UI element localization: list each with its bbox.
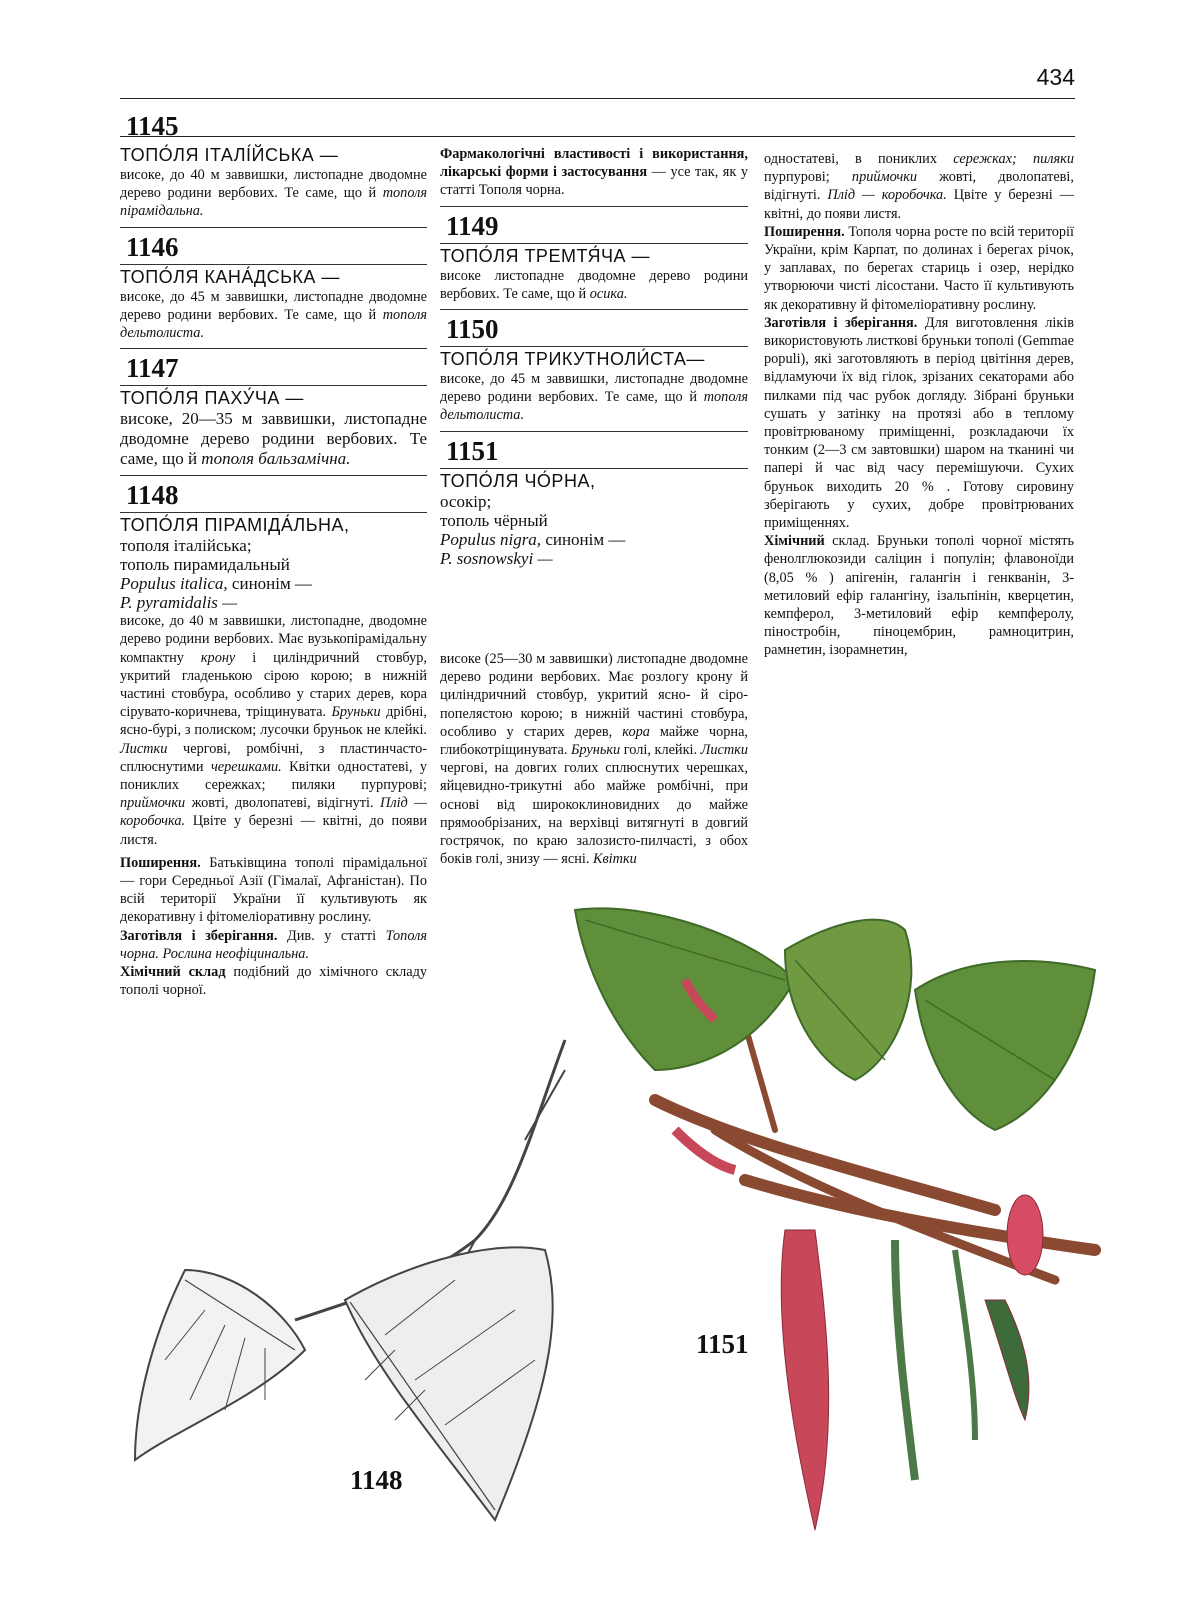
- russian-name: тополь чёрный: [440, 510, 548, 530]
- article-number: 1149: [446, 210, 499, 241]
- desc-run: сережках; пиляки: [953, 151, 1074, 167]
- article-title: ТОПО́ЛЯ ТРИКУТНОЛИ́СТА—: [440, 346, 748, 370]
- chemistry-section: Хімічний склад подібний до хімічного складу тополі чорної.: [120, 964, 427, 999]
- desc-run: Листки: [700, 742, 748, 759]
- description: [440, 650, 748, 868]
- harvest-section: Заготівля і зберігання. Для виготовлення ліків використовують листкові бруньки тополі (Gemmae populi), які заготовляють в період цвітіння дерев, відламуючи їх від гілок, зрізаних секаторами або пилками під час рубок догляду. Зібрані бруньки сушать у затінку на протязі або в теплому провітрюваному приміщенні, розкладаючи їх тонким (2—3 см завтовшки) шаром на тканині чи папері й час від часу перемішуючи. Сухих бруньок виходить 20 % . Готову сировину зберігають у сухих, добре провітрюваних приміщеннях.: [764, 314, 1075, 532]
- article-title: ТОПО́ЛЯ КАНА́ДСЬКА —: [120, 264, 427, 288]
- spread-section: Поширення. Батьківщина тополі пірамідальної — гори Середньої Азії (Гімалаї, Афганістан). По всій території України її культивують як декоративну і фітомеліоративну рослину.: [120, 854, 427, 926]
- spread-section: Поширення. Тополя чорна росте по всій території України, крім Карпат, по долинах і берегах річок, у заплавах, по берегах стариць і озер, нерідко утворюючи чисті лісостани. Часто її культивують як декоративну й фітомеліоративну рослину.: [764, 223, 1074, 313]
- desc-run: Плід — коробочка.: [827, 187, 947, 204]
- article-body: високе, 20—35 м заввишки, листопадне дводомне дерево родини вербових. Те саме, що й тополя бальзамічна.: [120, 409, 427, 469]
- article-1145: [120, 107, 427, 221]
- desc-run: Цвіте у березні — квітні, до появи листя.: [764, 187, 1074, 222]
- desc-run: черешками.: [210, 758, 282, 775]
- desc-run: і циліндричний стовбур, укритий гладенькою сірою корою; в нижній частині стовбура, особливо у старих дерев, кора сірувато-коричнева, тріщинувата.: [120, 649, 427, 721]
- description: [120, 612, 427, 849]
- article-number: 1146: [126, 231, 179, 262]
- article-title: ТОПО́ЛЯ ЧО́РНА,: [440, 468, 748, 492]
- desc-run: одностатеві, в пониклих: [764, 151, 954, 167]
- desc-run: приймочки: [120, 795, 186, 812]
- article-number: 1150: [446, 314, 499, 345]
- column-left: [120, 107, 427, 999]
- desc-run: чергові, ромбічні, з пластинчасто-сплюснутими: [120, 740, 427, 775]
- desc-run: жовті, дволопатеві, відігнуті.: [764, 169, 1074, 204]
- pharmacology-section: Фармакологічні властивості і використання, лікарські форми і застосування — усе так, як у статті Тополя чорна.: [440, 146, 748, 199]
- desc-run: Цвіте у березні — квітні, до появи листя.: [120, 813, 427, 848]
- top-rule: [120, 98, 1075, 99]
- desc-run: кора: [622, 723, 650, 740]
- desc-run: Квітки одностатеві, у пониклих сережках; пиляки пурпурові;: [120, 758, 427, 794]
- desc-run: Квітки: [592, 851, 637, 868]
- article-1150: [440, 309, 748, 425]
- latin-name: Populus nigra, синонім —: [440, 529, 626, 549]
- article-title: ТОПО́ЛЯ ПІРАМІДА́ЛЬНА,: [120, 512, 427, 536]
- latin-name: Populus italica, синонім —: [120, 574, 312, 594]
- illustration-label-1148: 1148: [350, 1465, 403, 1495]
- article-body: високе, до 40 м заввишки, листопадне дводомне дерево родини вербових. Те саме, що й тополя пірамідальна.: [120, 167, 427, 220]
- desc-run: чергові, на довгих голих сплюснутих черешках, яйцевидно-трикутні або майже ромбічні, при основі від ширококлиновидних до майже прямообрізаних, на верхівці витягнуті в довгий гострячок, по краю залозисто-пилчасті, з обох боків голі, знизу — ясні.: [440, 760, 748, 868]
- article-number: 1147: [126, 353, 179, 384]
- description-continued: [764, 150, 1074, 223]
- article-1147: [120, 348, 427, 469]
- article-title: ТОПО́ЛЯ ІТАЛІ́ЙСЬКА —: [120, 145, 339, 165]
- russian-name: тополь пирамидальный: [120, 555, 290, 575]
- desc-run: Бруньки: [571, 742, 621, 759]
- botanical-illustration: [95, 880, 1115, 1560]
- article-number: 1148: [126, 480, 179, 511]
- latin-synonym: P. sosnowskyi —: [440, 548, 553, 568]
- synonym: тополя італійська;: [120, 536, 252, 556]
- desc-run: майже чорна, глибокотріщинувата.: [440, 723, 748, 759]
- description-1151-part1: [440, 650, 748, 900]
- article-1149: [440, 206, 748, 303]
- article-1146: [120, 227, 427, 343]
- desc-run: жовті, дволопатеві, відігнуті.: [185, 795, 381, 812]
- desc-run: Листки: [120, 740, 168, 757]
- desc-run: Бруньки: [331, 704, 381, 721]
- article-1151: [440, 431, 748, 568]
- article-title: ТОПО́ЛЯ ТРЕМТЯ́ЧА —: [440, 243, 748, 267]
- article-number: 1151: [446, 435, 499, 466]
- article-body: високе листопадне дводомне дерево родини вербових. Те саме, що й осика.: [440, 267, 748, 302]
- article-body: високе, до 45 м заввишки, листопадне дводомне дерево родини вербових. Те саме, що й тополя дельтолиста.: [440, 371, 748, 424]
- harvest-section: Заготівля і зберігання. Див. у статті Тополя чорна. Рослина неофіцинальна.: [120, 927, 427, 962]
- sketch-leaf-left: [135, 1270, 305, 1460]
- desc-run: голі, клейкі.: [620, 742, 701, 759]
- illustration-label-1151: 1151: [696, 1329, 749, 1359]
- desc-run: Плід — коробочка.: [120, 795, 427, 830]
- desc-run: пурпурові;: [764, 169, 852, 186]
- column-right: [764, 150, 1074, 660]
- latin-synonym: P. pyramidalis —: [120, 593, 238, 613]
- synonym: осокір;: [440, 491, 492, 511]
- desc-run: високе, до 40 м заввишки, листопадне, дводомне дерево родини вербових. Має вузькопірамідальну компактну: [120, 613, 427, 666]
- chemistry-section: Хімічний склад. Бруньки тополі чорної містять фенолглюкозиди саліцин і популін; флавоноїди (8,05 % ) апігенін, галангін і генкванін, 3-метиловий ефір галангіну, ізальпінін, кверцетин, кемпферол, 3-метиловий ефір кемпферолу, піностробін, піноцембрин, рамноцитрин, рамнетин, ізорамнетин,: [764, 533, 1074, 659]
- desc-run: високе (25—30 м заввишки) листопадне дводомне дерево родини вербових. Має розлогу крону й циліндричний стовбур, укритий ясно- й сіро-попелястою корою; в нижній частині стовбура, особливо у старих дерев,: [440, 651, 748, 740]
- desc-run: дрібні, ясно-бурі, з полиском; лусочки бруньок не клейкі.: [120, 704, 427, 739]
- article-body: високе, до 45 м заввишки, листопадне дводомне дерево родини вербових. Те саме, що й тополя дельтолиста.: [120, 288, 427, 342]
- article-title: ТОПО́ЛЯ ПАХУ́ЧА —: [120, 385, 427, 409]
- desc-run: крону: [200, 649, 236, 666]
- article-number: 1145: [126, 111, 179, 141]
- column-middle: [440, 145, 748, 568]
- desc-run: приймочки: [851, 169, 918, 186]
- page-number: 434: [1036, 64, 1075, 90]
